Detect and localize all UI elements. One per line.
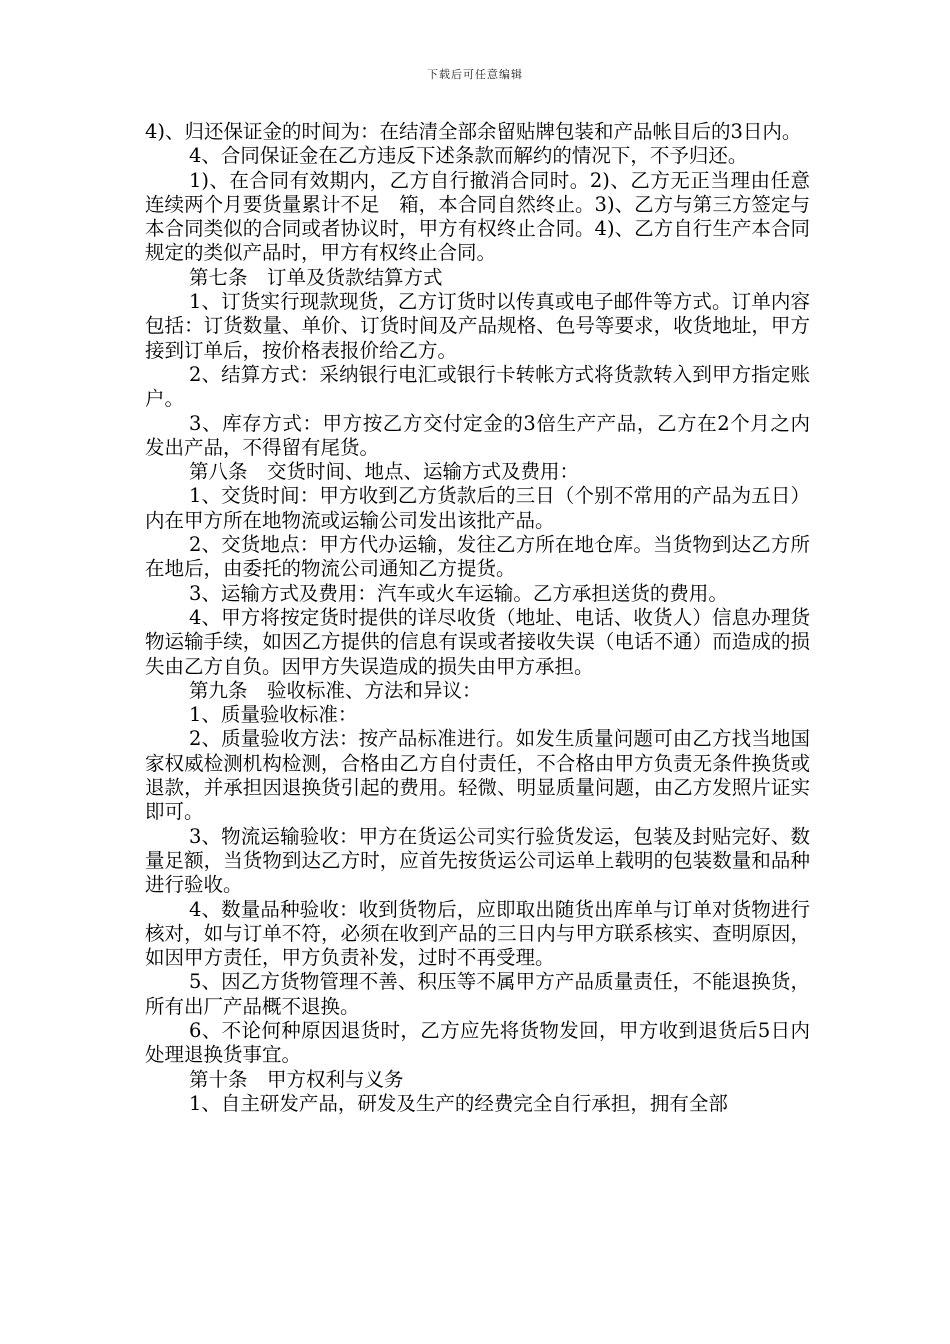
paragraph: 1、自主研发产品，研发及生产的经费完全自行承担，拥有全部 bbox=[189, 1091, 728, 1115]
paragraph: 6、不论何种原因退货时，乙方应先将货物发回，甲方收到退货后5日内处理退换货事宜。 bbox=[145, 1018, 810, 1067]
paragraph: 4、合同保证金在乙方违反下述条款而解约的情况下，不予归还。 bbox=[189, 144, 748, 168]
paragraph: 1、订货实行现款现货，乙方订货时以传真或电子邮件等方式。订单内容包括：订货数量、单价、订货时间及产品规格、色号等要求，收货地址，甲方接到订单后，按价格表报价给乙方。 bbox=[145, 290, 810, 362]
paragraph: 2、交货地点：甲方代办运输，发往乙方所在地仓库。当货物到达乙方所在地后，由委托的物流公司通知乙方提货。 bbox=[145, 533, 810, 581]
document-body bbox=[145, 120, 810, 1116]
paragraph: 4、甲方将按定货时提供的详尽收货（地址、电话、收货人）信息办理货物运输手续，如因乙方提供的信息有误或者接收失误（电话不通）而造成的损失由乙方自负。因甲方失误造成的损失由甲方承担。 bbox=[145, 605, 810, 678]
paragraph: 第十条 甲方权利与义务 bbox=[189, 1067, 404, 1091]
paragraph: 第九条 验收标准、方法和异议： bbox=[189, 678, 482, 702]
paragraph: 3、物流运输验收：甲方在货运公司实行验货发运，包装及封贴完好、数量足额，当货物到达乙方时，应首先按货运公司运单上载明的包装数量和品种进行验收。 bbox=[145, 824, 810, 897]
paragraph: 1)、在合同有效期内，乙方自行撤消合同时。2)、乙方无正当理由任意连续两个月要货量累计不足 箱，本合同自然终止。3)、乙方与第三方签定与本合同类似的合同或者协议时，甲方有权终止合同。4)、乙方自行生产本合同规定的类似产品时，甲方有权终止合同。 bbox=[145, 168, 810, 265]
paragraph: 3、运输方式及费用：汽车或火车运输。乙方承担送货的费用。 bbox=[189, 581, 728, 605]
paragraph: 5、因乙方货物管理不善、积压等不属甲方产品质量责任，不能退换货，所有出厂产品概不退换。 bbox=[145, 970, 810, 1018]
page-header: 下载后可任意编辑 bbox=[427, 68, 523, 81]
paragraph: 第八条 交货时间、地点、运输方式及费用： bbox=[189, 460, 580, 484]
paragraph: 2、结算方式：采纳银行电汇或银行卡转帐方式将货款转入到甲方指定账户。 bbox=[145, 362, 810, 411]
paragraph: 3、库存方式：甲方按乙方交付定金的3倍生产产品，乙方在2个月之内发出产品，不得留有尾货。 bbox=[145, 411, 810, 459]
paragraph: 第七条 订单及货款结算方式 bbox=[189, 265, 443, 289]
paragraph: 4)、归还保证金的时间为：在结清全部余留贴牌包装和产品帐目后的3日内。 bbox=[145, 120, 802, 143]
paragraph: 1、交货时间：甲方收到乙方货款后的三日（个别不常用的产品为五日）内在甲方所在地物流或运输公司发出该批产品。 bbox=[145, 484, 810, 532]
paragraph: 1、质量验收标准： bbox=[189, 703, 358, 727]
paragraph: 2、质量验收方法：按产品标准进行。如发生质量问题可由乙方找当地国家权威检测机构检测，合格由乙方自付责任，不合格由甲方负责无条件换货或退款，并承担因退换货引起的费用。轻微、明显质量问题，由乙方发照片证实即可。 bbox=[145, 727, 810, 824]
paragraph: 4、数量品种验收：收到货物后，应即取出随货出库单与订单对货物进行核对，如与订单不符，必须在收到产品的三日内与甲方联系核实、查明原因，如因甲方责任，甲方负责补发，过时不再受理。 bbox=[145, 897, 810, 970]
